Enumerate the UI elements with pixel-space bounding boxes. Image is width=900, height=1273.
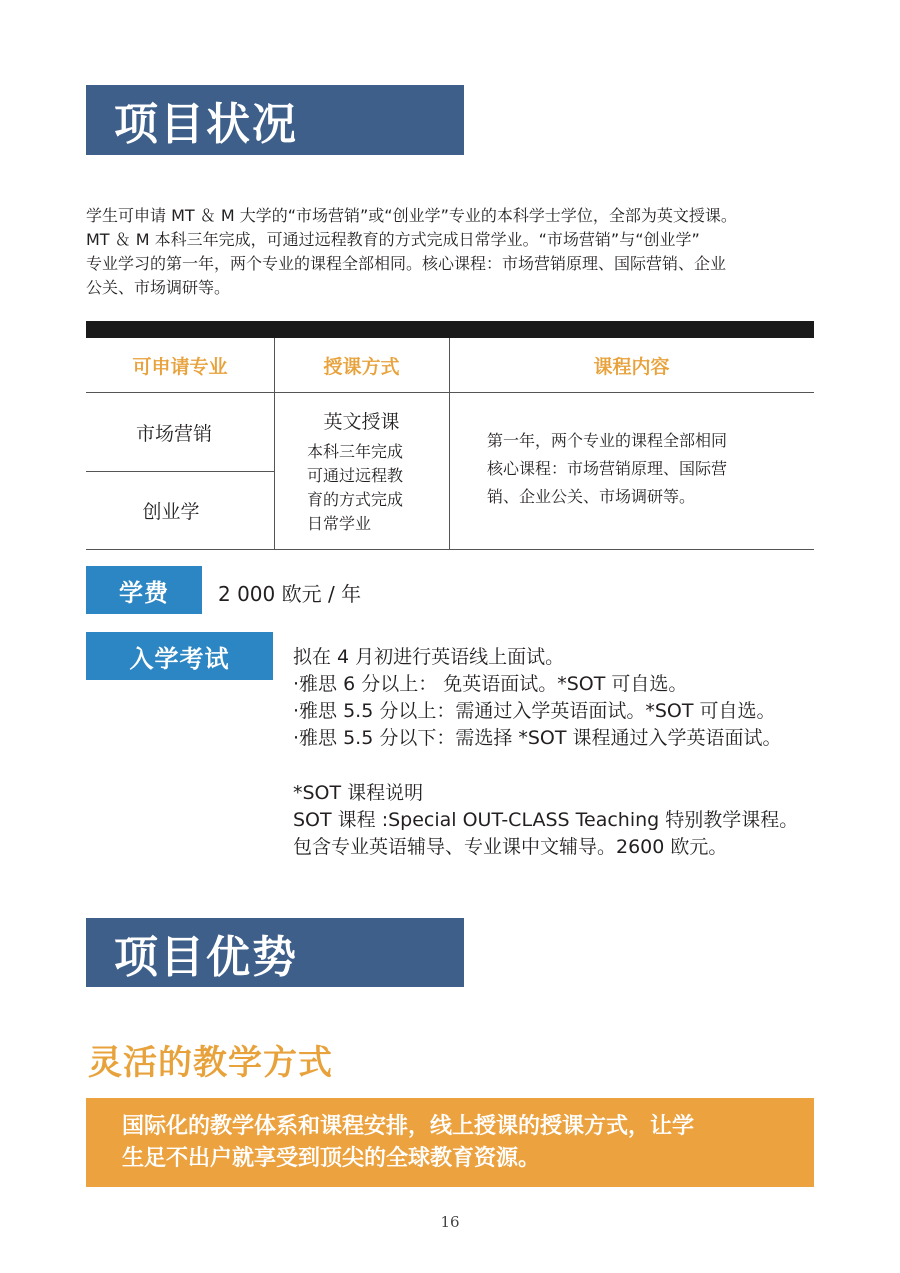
exam-line: 拟在 4 月初进行英语线上面试。 xyxy=(293,646,565,668)
method-line: 本科三年完成 xyxy=(307,442,404,461)
intro-line: 专业学习的第一年，两个专业的课程全部相同。核心课程：市场营销原理、国际营销、企业 xyxy=(86,254,727,273)
fee-value: 2 000 欧元 / 年 xyxy=(218,582,362,606)
advantage-line: 国际化的教学体系和课程安排，线上授课的授课方式，让学 xyxy=(122,1114,695,1139)
intro-line: MT ＆ M 本科三年完成，可通过远程教育的方式完成日常学业。“市场营销”与“创业学” xyxy=(86,230,700,249)
method-line: 可通过远程教 xyxy=(307,466,404,485)
sot-note-line: 包含专业英语辅导、专业课中文辅导。2600 欧元。 xyxy=(293,836,728,858)
table-cell-method-sub xyxy=(307,440,403,536)
method-line: 日常学业 xyxy=(307,514,372,533)
content-line: 第一年，两个专业的课程全部相同 xyxy=(487,431,728,450)
exam-label xyxy=(86,632,273,680)
intro-line: 学生可申请 MT ＆ M 大学的“市场营销”或“创业学”专业的本科学士学位，全部为英文授课。 xyxy=(86,206,737,225)
table-header-content: 课程内容 xyxy=(593,355,670,378)
table-cell-major: 创业学 xyxy=(142,501,200,523)
advantage-box xyxy=(86,1098,814,1187)
table-top-bar xyxy=(86,321,814,338)
exam-line: ·雅思 5.5 分以下：需选择 *SOT 课程通过入学英语面试。 xyxy=(293,727,782,749)
table-header-method: 授课方式 xyxy=(323,355,400,378)
table-cell-content xyxy=(487,427,727,511)
section-title: 项目优势 xyxy=(114,931,298,983)
table-header-major: 可申请专业 xyxy=(132,355,228,378)
table-divider xyxy=(449,338,450,550)
method-line: 育的方式完成 xyxy=(307,490,404,509)
table-cell-major: 市场营销 xyxy=(135,422,212,445)
fee-label xyxy=(86,566,202,614)
sot-note xyxy=(293,780,798,861)
table-divider xyxy=(274,338,275,550)
sot-note-line: *SOT 课程说明 xyxy=(293,782,424,804)
advantage-heading: 灵活的教学方式 xyxy=(88,1043,333,1083)
sot-note-line: SOT 课程 :Special OUT-CLASS Teaching 特别教学课程。 xyxy=(293,809,799,831)
section-header-advantages xyxy=(86,918,464,987)
section-title: 项目状况 xyxy=(114,99,298,150)
program-table xyxy=(0,0,900,560)
exam-details xyxy=(293,644,782,752)
table-divider xyxy=(86,549,814,550)
page-number: 16 xyxy=(440,1213,460,1231)
table-cell-method-main: 英文授课 xyxy=(323,411,400,433)
exam-line: ·雅思 6 分以上： 免英语面试。*SOT 可自选。 xyxy=(293,673,688,695)
exam-line: ·雅思 5.5 分以上：需通过入学英语面试。*SOT 可自选。 xyxy=(293,700,776,722)
fee-label-text: 学费 xyxy=(119,578,169,607)
content-line: 核心课程：市场营销原理、国际营 xyxy=(487,459,728,478)
exam-label-text: 入学考试 xyxy=(129,644,230,673)
content-line: 销、企业公关、市场调研等。 xyxy=(487,487,696,506)
advantage-line: 生足不出户就享受到顶尖的全球教育资源。 xyxy=(122,1146,541,1171)
intro-line: 公关、市场调研等。 xyxy=(86,278,231,297)
